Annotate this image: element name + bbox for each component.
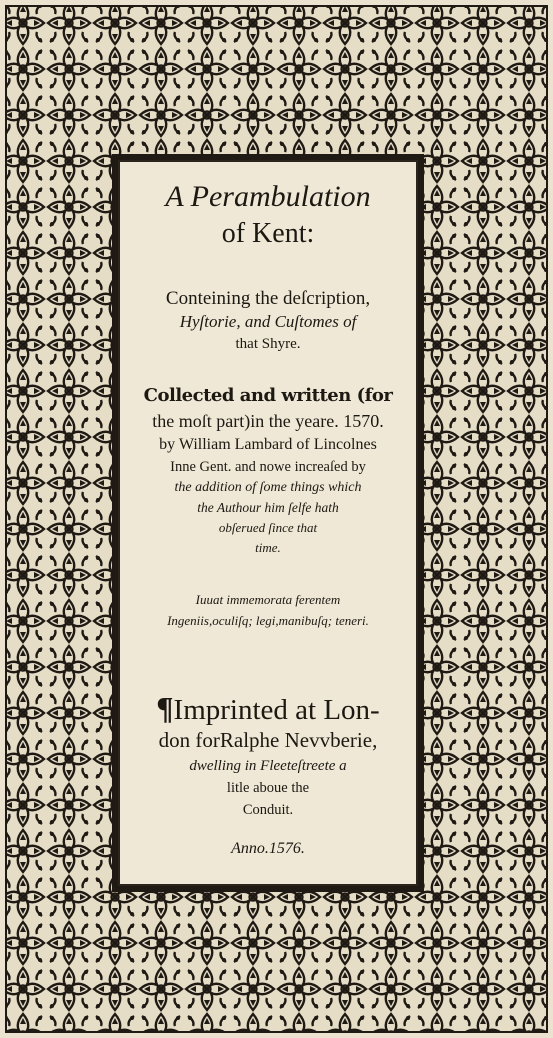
- imprint-line-3: dwelling in Fleeteſtreete a: [189, 758, 347, 774]
- imprint-line-1-text: Imprinted at Lon-: [173, 694, 380, 726]
- subtitle-line-2: Hyſtorie, and Cuſtomes of: [179, 312, 357, 331]
- collected-line-8: time.: [255, 540, 281, 555]
- collected-line-3: by William Lambard of Lincolnes: [159, 436, 377, 453]
- collected-line-2: the moſt part)in the yeare. 1570.: [152, 411, 384, 431]
- imprint-line-4: litle aboue the: [226, 780, 310, 796]
- collected-line-1: Collected and written (for: [143, 385, 393, 406]
- subtitle-line-1: Conteining the deſcription,: [165, 288, 371, 309]
- title-line-1: A Perambulation: [165, 180, 371, 213]
- imprint-line-5: Conduit.: [242, 802, 294, 818]
- imprint-line-2: don forRalphe Nevvberie,: [158, 728, 378, 752]
- publication-date: Anno.1576.: [231, 840, 305, 857]
- subtitle-line-3: that Shyre.: [235, 336, 301, 352]
- title-line-2: of Kent:: [221, 218, 315, 249]
- text-panel: [118, 160, 418, 886]
- pilcrow-mark: ¶: [156, 690, 174, 726]
- motto-line-1: Iuuat immemorata ferentem: [195, 592, 341, 607]
- collected-line-4: Inne Gent. and nowe increaſed by: [170, 459, 366, 475]
- motto-line-2: Ingeniis,oculiſq; legi,manibuſq; teneri.: [167, 613, 369, 628]
- collected-line-6: the Authour him ſelfe hath: [197, 500, 339, 515]
- collected-line-5: the addition of ſome things which: [174, 480, 362, 495]
- imprint-line-1: [118, 690, 418, 727]
- collected-line-7: obſerued ſince that: [218, 520, 318, 535]
